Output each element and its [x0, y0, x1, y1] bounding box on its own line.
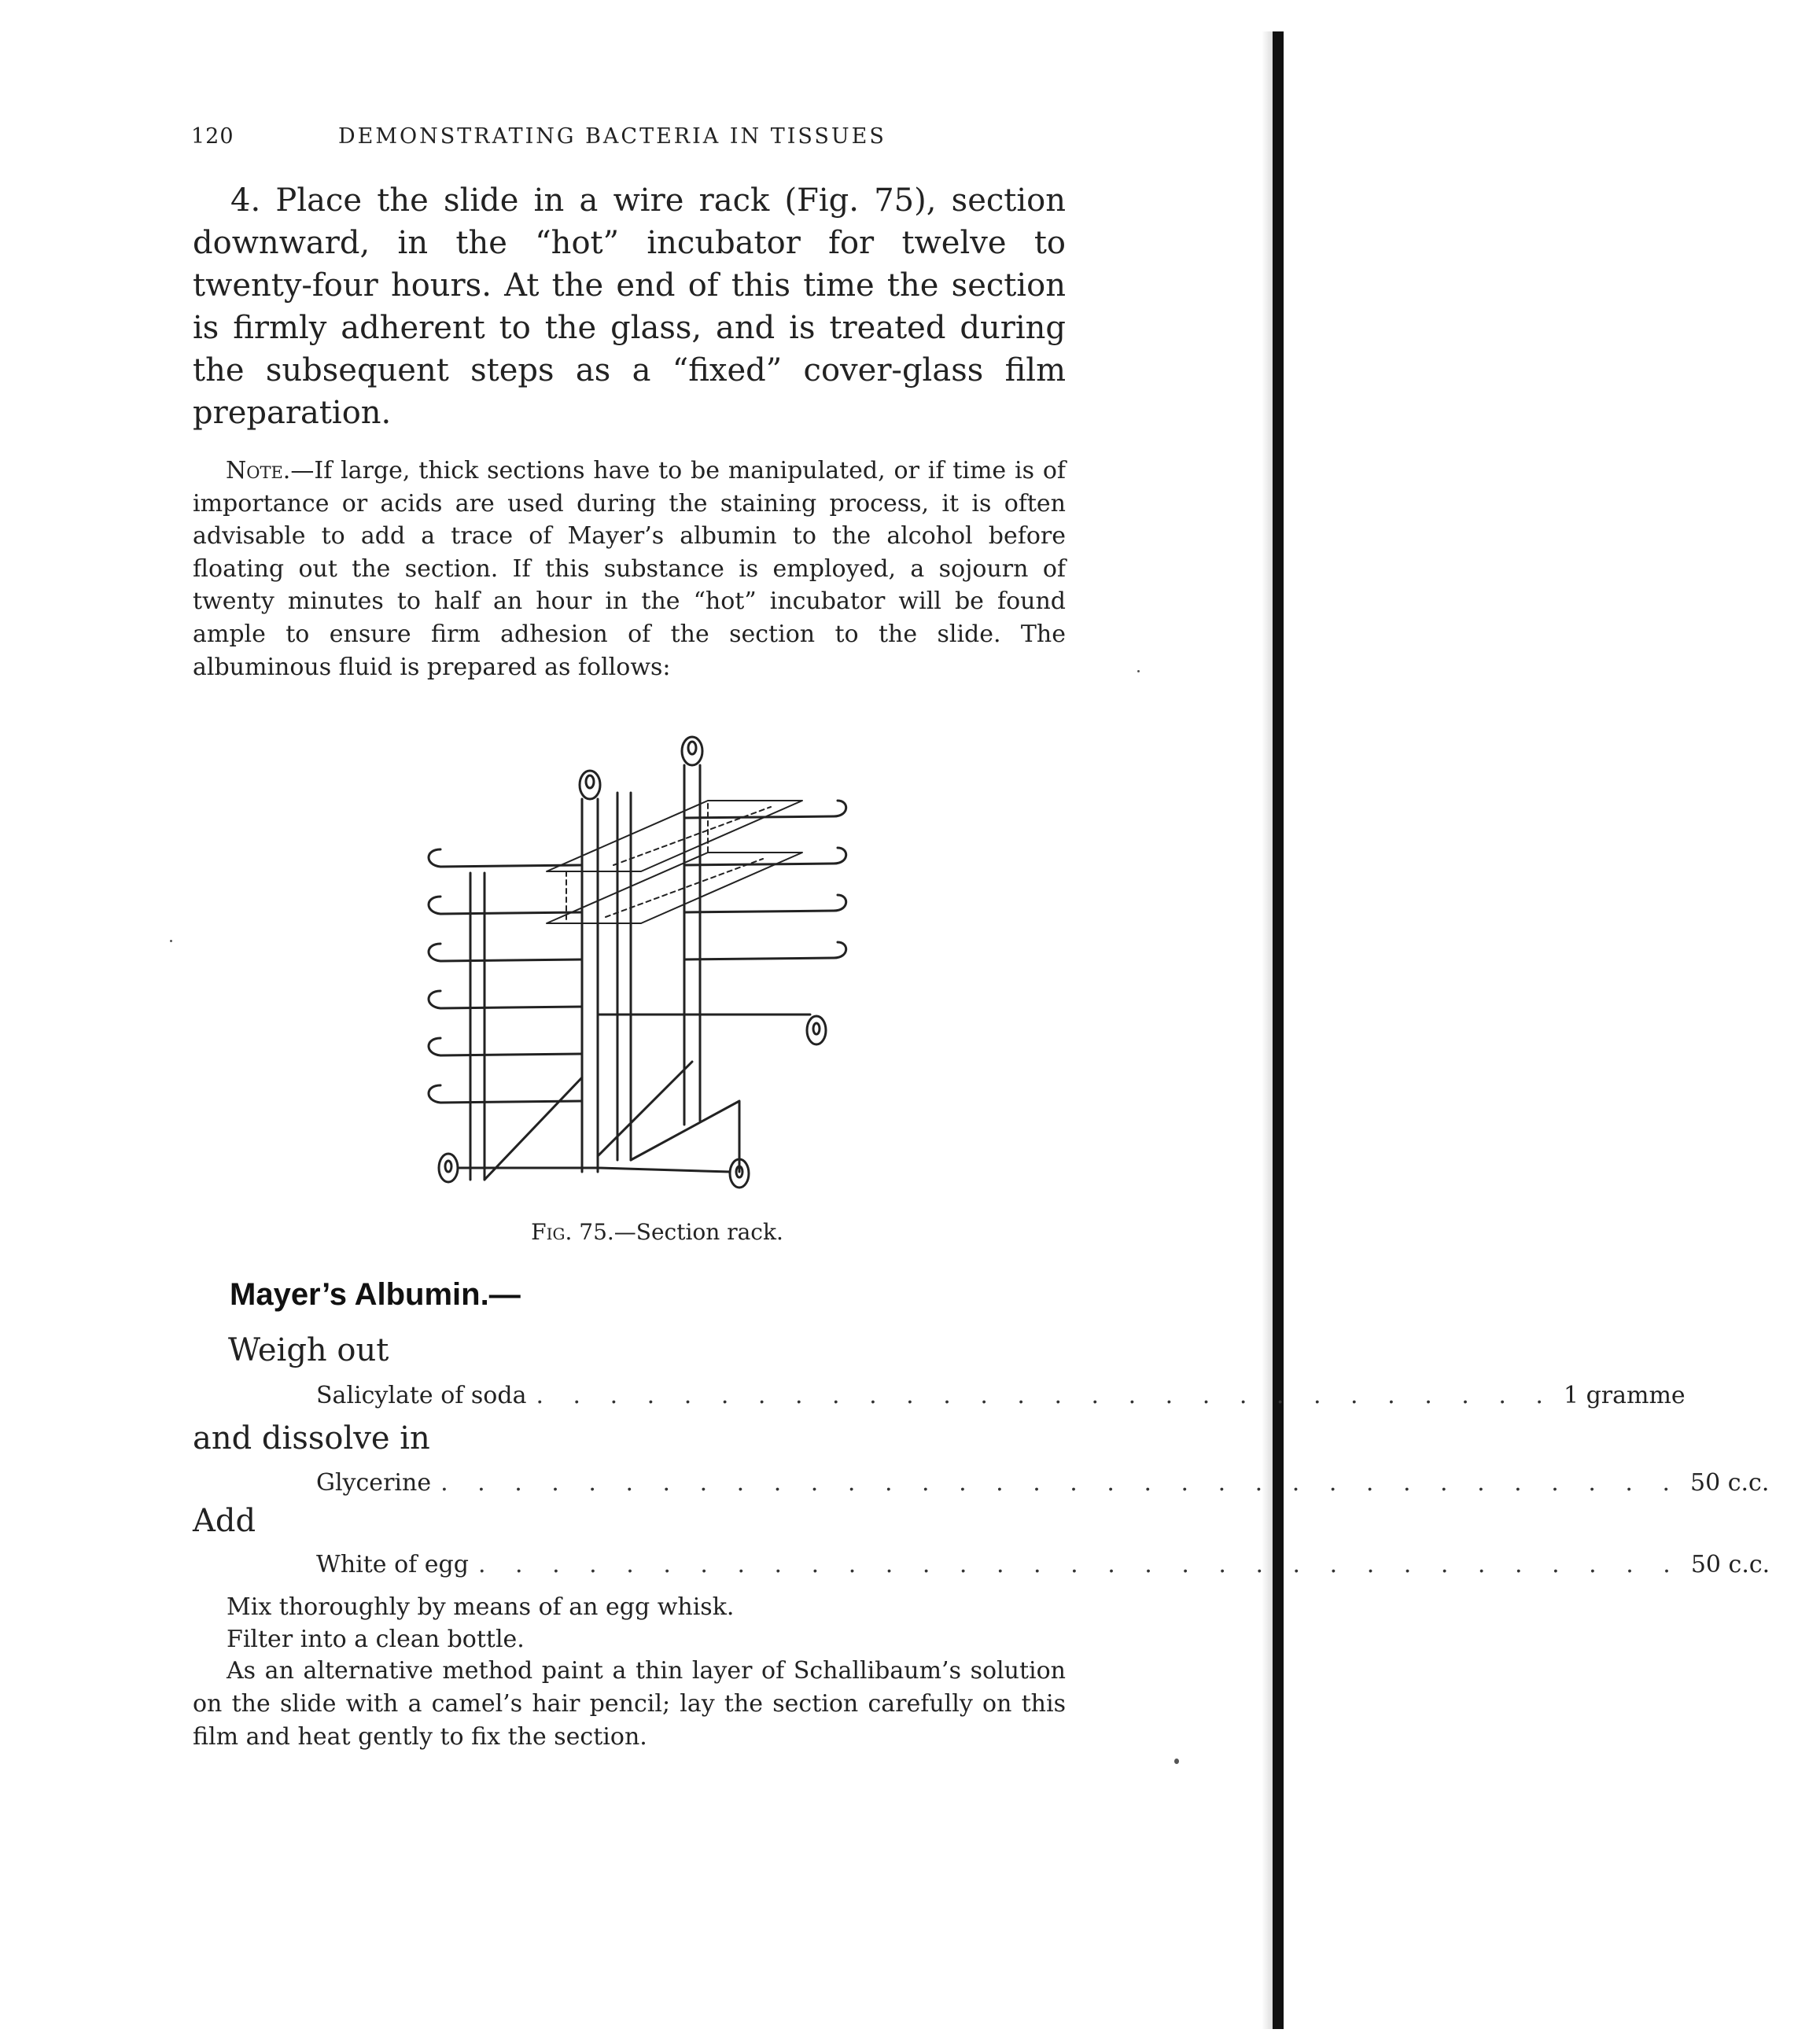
leader-dots: . . . . . . . . . . . . . . . . . . . . . . . . . . . . — [536, 1382, 1554, 1409]
step-4-paragraph — [193, 179, 1066, 434]
recipe-title: Mayer’s Albumin.— — [230, 1277, 521, 1312]
weigh-out-label: Weigh out — [228, 1332, 389, 1368]
ingredient-name: White of egg — [316, 1551, 469, 1578]
section-rack-figure — [409, 731, 849, 1203]
section-rack-illustration — [409, 731, 849, 1203]
step-4-text: 4. Place the slide in a wire rack (Fig. 75), section downward, in the “hot” incubator for twelve to twenty-four hours. At the end of this time the section is firmly adherent to the glass, and is treated during the subsequent steps as a “fixed” cover-glass film preparation. — [193, 182, 1066, 431]
ingredient-row-glycerine — [316, 1469, 1770, 1497]
instruction-filter: Filter into a clean bottle. — [227, 1626, 525, 1653]
ingredient-amount: 50 c.c. — [1690, 1551, 1770, 1578]
leader-dots: . . . . . . . . . . . . . . . . . . . . . . . . . . . . . . . . . . — [440, 1469, 1681, 1497]
ingredient-row-egg-white — [316, 1551, 1770, 1578]
add-label: Add — [193, 1503, 256, 1539]
ingredient-name: Glycerine — [316, 1469, 432, 1497]
page-edge-shadow — [1262, 31, 1273, 2029]
alternative-method-paragraph — [193, 1655, 1066, 1754]
print-speck — [1174, 1759, 1179, 1764]
note-label: Note. — [226, 457, 291, 484]
note-paragraph — [193, 455, 1066, 683]
print-speck — [170, 940, 172, 942]
alternative-method-text: As an alternative method paint a thin layer of Schallibaum’s solution on the slide with a camel’s hair pencil; lay the section carefully on this film and heat gently to fix the section. — [193, 1657, 1066, 1751]
leader-dots: . . . . . . . . . . . . . . . . . . . . . . . . . . . . . . . . . — [477, 1551, 1682, 1578]
page-number: 120 — [191, 124, 234, 149]
note-text: —If large, thick sections have to be manipulated, or if time is of importance or acids are used during the staining process, it is often advisable to add a trace of Mayer’s albumin to the alcohol before floating out the section. If this substance is employed, a sojourn of twenty minutes to half an hour in the “hot” incubator will be found ample to ensure firm adhesion of the section to the slide. The albuminous fluid is prepared as follows: — [193, 457, 1066, 681]
ingredient-row-salicylate — [316, 1382, 1686, 1409]
book-binding-edge — [1273, 31, 1284, 2029]
figure-label: Fig. — [531, 1219, 573, 1245]
running-title: DEMONSTRATING BACTERIA IN TISSUES — [338, 124, 886, 149]
ingredient-amount: 1 gramme — [1563, 1382, 1686, 1409]
ingredient-amount: 50 c.c. — [1690, 1469, 1770, 1497]
instruction-mix: Mix thoroughly by means of an egg whisk. — [227, 1593, 735, 1621]
figure-caption — [0, 1219, 1314, 1245]
print-speck — [1137, 670, 1140, 672]
ingredient-name: Salicylate of soda — [316, 1382, 527, 1409]
figure-caption-text: 75.—Section rack. — [572, 1219, 783, 1245]
dissolve-label: and dissolve in — [193, 1420, 430, 1457]
